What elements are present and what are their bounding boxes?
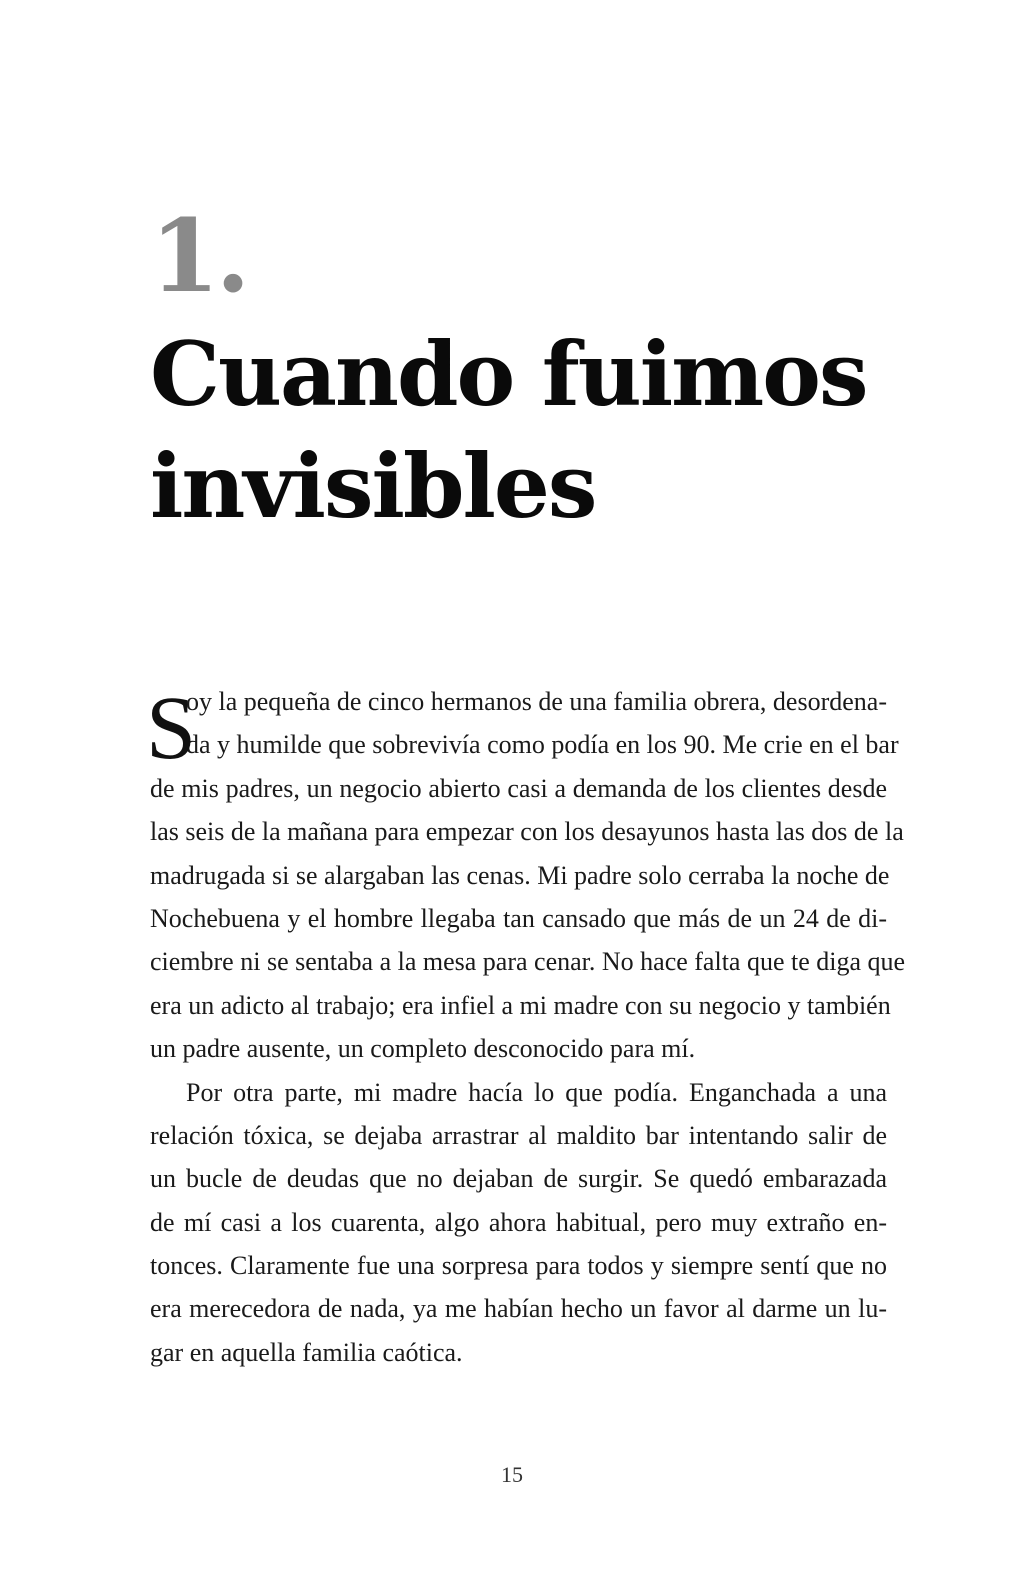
paragraph-2 [150,1071,887,1375]
text-line: relación tóxica, se dejaba arrastrar al maldito bar intentando salir de [150,1120,887,1150]
page-number: 15 [501,1462,523,1487]
text-line: era un adicto al trabajo; era infiel a mi madre con su negocio y también [150,990,891,1020]
paragraph-1 [146,679,906,1071]
chapter-number: 1. [150,197,247,315]
text-line: oy la pequeña de cinco hermanos de una familia obrera, desordena- [186,687,887,716]
drop-cap: S [146,679,197,778]
chapter-title [150,318,950,542]
text-line: un bucle de deudas que no dejaban de surgir. Se quedó embarazada [150,1164,887,1194]
body-text [146,679,906,1374]
text-line: da y humilde que sobrevivía como podía en los 90. Me crie en el bar [186,730,899,760]
text-line: madrugada si se alargaban las cenas. Mi padre solo cerraba la noche de [150,860,890,890]
text-line: de mí casi a los cuarenta, algo ahora habitual, pero muy extraño en- [150,1207,887,1237]
text-line: era merecedora de nada, ya me habían hecho un favor al darme un lu- [150,1294,887,1324]
chapter-title-line: Cuando fuimos [150,322,867,426]
text-line: tonces. Claramente fue una sorpresa para todos y siempre sentí que no [150,1251,887,1281]
chapter-title-line: invisibles [150,434,596,538]
text-line: de mis padres, un negocio abierto casi a demanda de los clientes desde [150,773,887,803]
text-line: Por otra parte, mi madre hacía lo que podía. Enganchada a una [186,1077,887,1107]
text-line: gar en aquella familia caótica. [150,1337,463,1367]
text-line: un padre ausente, un completo desconocido para mí. [150,1034,696,1064]
text-line: Nochebuena y el hombre llegaba tan cansado que más de un 24 de di- [150,903,887,933]
text-line: ciembre ni se sentaba a la mesa para cenar. No hace falta que te diga que [150,947,906,977]
text-line: las seis de la mañana para empezar con los desayunos hasta las dos de la [150,817,904,847]
